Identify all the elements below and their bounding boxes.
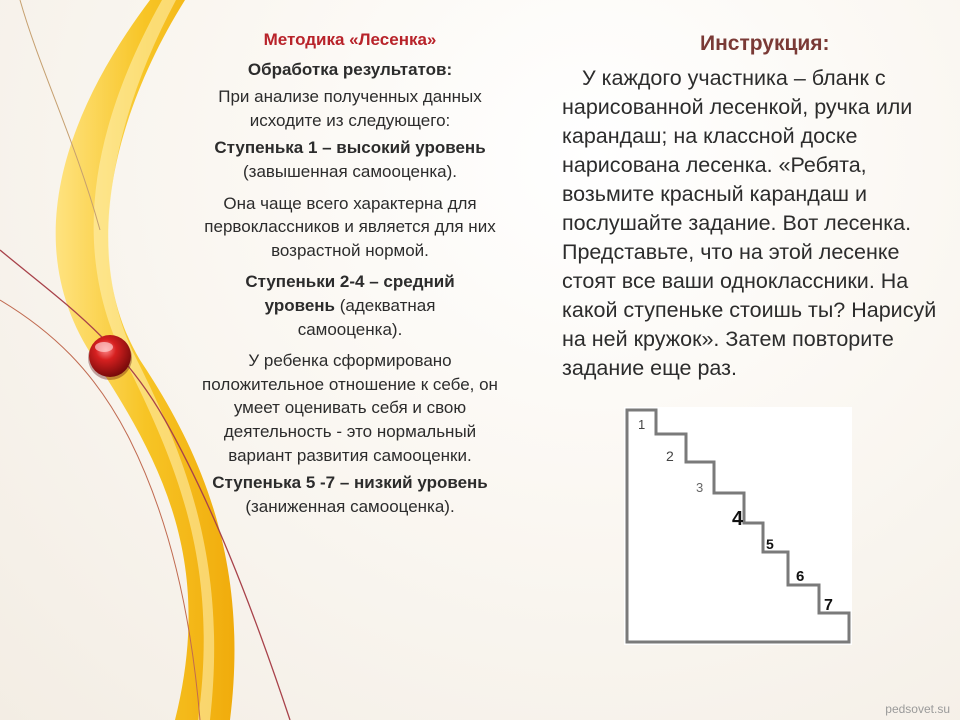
step57-block [160, 471, 540, 518]
watermark: pedsovet.su [885, 702, 950, 716]
intro-text: При анализе полученных данных исходите из следующего: [218, 87, 482, 130]
step1-text: Она чаще всего характерна для первоклассников и является для них возрастной нормой. [204, 193, 496, 260]
ladder-step-5: 5 [766, 536, 774, 552]
step24-heading: Ступеньки 2-4 – средний уровень [245, 272, 455, 315]
ladder-step-2: 2 [666, 448, 674, 464]
step24-note: (адекватная самооценка). [297, 295, 436, 339]
ladder-step-6: 6 [796, 568, 805, 585]
step1-heading: Ступенька 1 – высокий уровень [214, 138, 486, 158]
step24-block [160, 270, 540, 341]
method-title: Методика «Лесенка» [263, 30, 437, 49]
instruction-title: Инструкция: [700, 32, 830, 55]
ladder-diagram [624, 407, 852, 645]
ladder-step-7: 7 [824, 597, 833, 614]
ladder-step-3: 3 [696, 480, 704, 495]
results-subtitle: Обработка результатов: [247, 59, 453, 79]
step24-text: У ребенка сформировано положительное отношение к себе, он умеет оценивать себя и свою деятельность - это нормальный вариант развития самооценки. [202, 351, 498, 465]
step57-heading: Ступенька 5 -7 – низкий уровень [212, 473, 488, 493]
results-column [160, 28, 540, 518]
step1-note: (завышенная самооценка). [242, 161, 457, 181]
instruction-column [562, 32, 940, 383]
instruction-text: У каждого участника – бланк с нарисованной лесенкой, ручка или карандаш; на классной доске нарисована лесенка. «Ребята, возьмите красный карандаш и послушайте задание. Вот лесенка. Представьте, что на этой лесенке стоят все ваши одноклассники. На какой ступеньке стоишь ты? Нарисуй на ней кружок». Затем повторите задание еще раз. [562, 66, 937, 380]
step57-note: (заниженная самооценка). [245, 496, 455, 516]
ladder-step-1: 1 [638, 417, 646, 432]
ladder-step-4: 4 [732, 508, 744, 530]
